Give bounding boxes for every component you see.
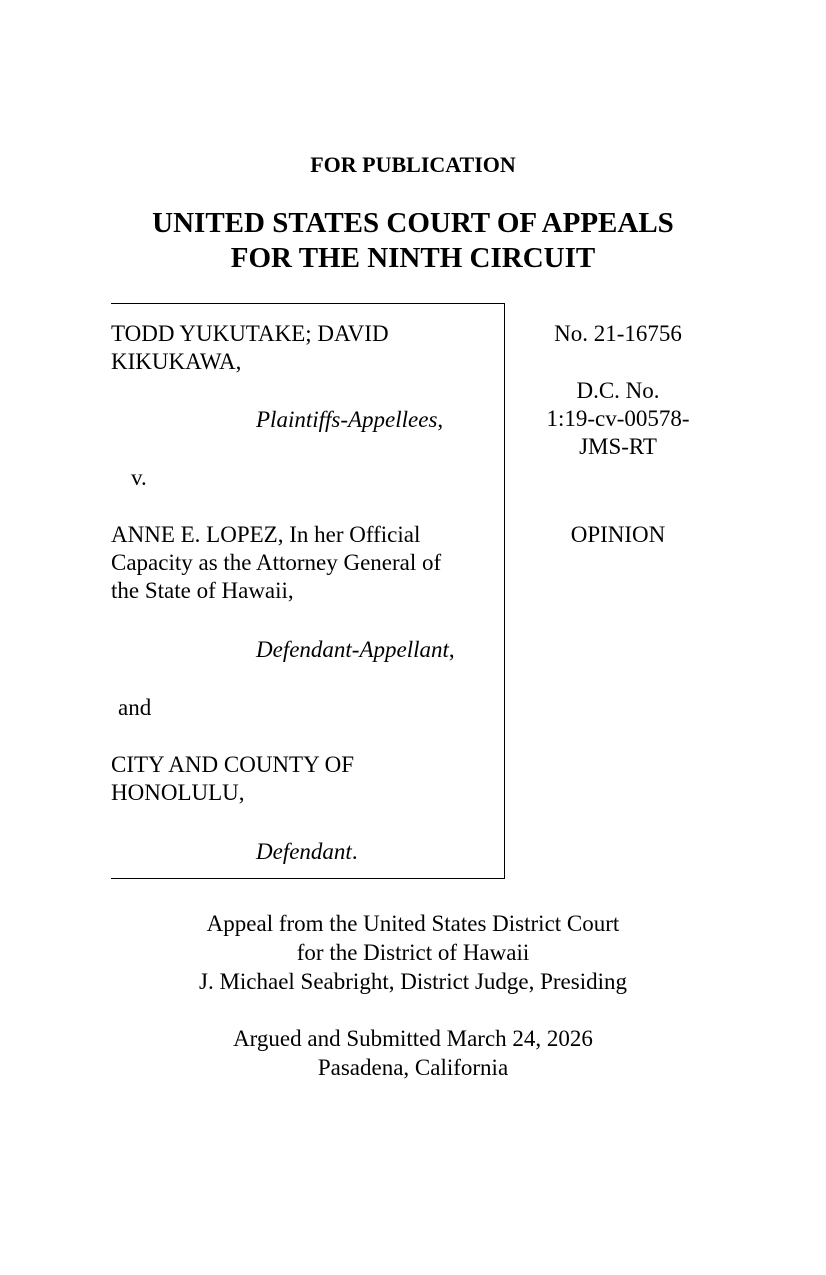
dc-label: D.C. No. <box>576 378 660 403</box>
defendant-2-role-punct: . <box>351 839 358 864</box>
defendant-2-line-1: CITY AND COUNTY OF <box>111 752 354 777</box>
argument-line-2: Pasadena, California <box>317 1055 509 1080</box>
defendant-1-role-punct: , <box>448 637 455 662</box>
appeal-line-3: J. Michael Seabright, District Judge, Presiding <box>199 969 627 994</box>
plaintiffs-names <box>111 320 389 376</box>
defendant-2-role <box>256 838 358 866</box>
appeal-line-2: for the District of Hawaii <box>296 940 530 965</box>
case-number: No. 21-16756 <box>554 321 682 346</box>
district-court-number <box>520 377 716 461</box>
plaintiffs-role <box>256 406 443 434</box>
and-conjunction: and <box>118 695 152 720</box>
defendant-1-role-text: Defendant-Appellant <box>256 637 449 662</box>
defendant-1-line-2: Capacity as the Attorney General of <box>111 550 442 575</box>
court-title-line-2: FOR THE NINTH CIRCUIT <box>230 242 596 274</box>
defendant-1-line-3: the State of Hawaii, <box>111 578 294 603</box>
plaintiffs-role-text: Plaintiffs-Appellees <box>256 407 438 432</box>
defendant-2-line-2: HONOLULU, <box>111 780 245 805</box>
dc-number-line-2: JMS-RT <box>579 434 657 459</box>
argument-line-1: Argued and Submitted March 24, 2026 <box>233 1026 593 1051</box>
defendant-1-names <box>111 521 441 605</box>
document-type: OPINION <box>570 522 666 547</box>
versus: v. <box>131 465 147 490</box>
dc-number-line-1: 1:19-cv-00578- <box>546 406 690 431</box>
argument-block <box>0 1024 826 1082</box>
plaintiffs-role-punct: , <box>437 407 444 432</box>
court-title-line-1: UNITED STATES COURT OF APPEALS <box>152 207 674 239</box>
court-title <box>0 206 826 276</box>
publication-heading: FOR PUBLICATION <box>310 152 516 177</box>
defendant-1-role <box>256 636 455 664</box>
defendant-1-line-1: ANNE E. LOPEZ, In her Official <box>111 522 421 547</box>
appeal-line-1: Appeal from the United States District Court <box>206 911 620 936</box>
appeal-block <box>0 909 826 996</box>
defendant-2-names <box>111 751 354 807</box>
plaintiffs-line-2: KIKUKAWA, <box>111 349 242 374</box>
plaintiffs-line-1: TODD YUKUTAKE; DAVID <box>111 321 389 346</box>
defendant-2-role-text: Defendant <box>256 839 352 864</box>
